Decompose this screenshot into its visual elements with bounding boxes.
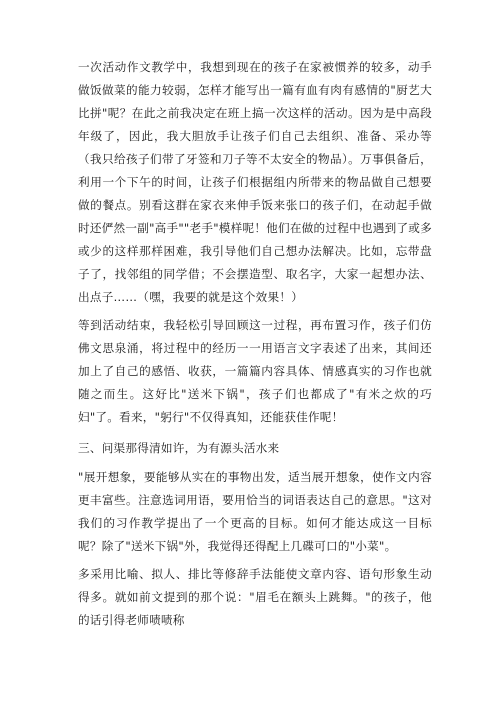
section-heading: 三、问渠那得清如许，为有源头活水来 [78,441,280,455]
paragraph-imagination: "展开想象，要能够从实在的事物出发，适当展开想象，使作文内容更丰富些。注意选词用语，要用恰当的词语表达自己的意思。"这对我们的习作教学提出了一个更高的目标。如何才能达成这一目标呢？除了"送米下锅"外，我觉得还得配上几碟可口的"小菜"。 [78,470,432,553]
paragraph-activity-result: 等到活动结束，我轻松引导回顾这一过程，再布置习作，孩子们仿佛文思泉涌，将过程中的经历一一用语言文字表述了出来，其间还加上了自己的感悟、收获，一篇篇内容具体、情感真实的习作也就随之而生。这好比"送米下锅"，孩子们也都成了"有米之炊的巧妇"了。看来，"躬行"不仅得真知，还能获佳作呢！ [78,318,432,424]
paragraph-rhetoric: 多采用比喻、拟人、排比等修辞手法能使文章内容、语句形象生动得多。就如前文提到的那个说："眉毛在额头上跳舞。"的孩子，他的话引得老师啧啧称 [78,567,432,627]
paragraph-activity-story: 一次活动作文教学中，我想到现在的孩子在家被惯养的较多，动手做饭做菜的能力较弱，怎样才能写出一篇有血有肉有感情的"厨艺大比拼"呢？在此之前我决定在班上搞一次这样的活动。因为是中高段年级了，因此，我大胆放手让孩子们自己去组织、准备、采办等（我只给孩子们带了牙签和刀子等不太安全的物品）。万事俱备后，利用一个下午的时间，让孩子们根据组内所带来的物品做自己想要做的餐点。别看这群在家衣来伸手饭来张口的孩子们，在动起手做时还俨然一副"高手""老手"模样呢！他们在做的过程中也遇到了或多或少的这样那样困难，我引导他们自己想办法解决。比如，忘带盘子了，找邻组的同学借；不会摆造型、取名字，大家一起想办法、出点子……（嘿，我要的就是这个效果！） [78,60,432,304]
document-page [78,56,432,632]
